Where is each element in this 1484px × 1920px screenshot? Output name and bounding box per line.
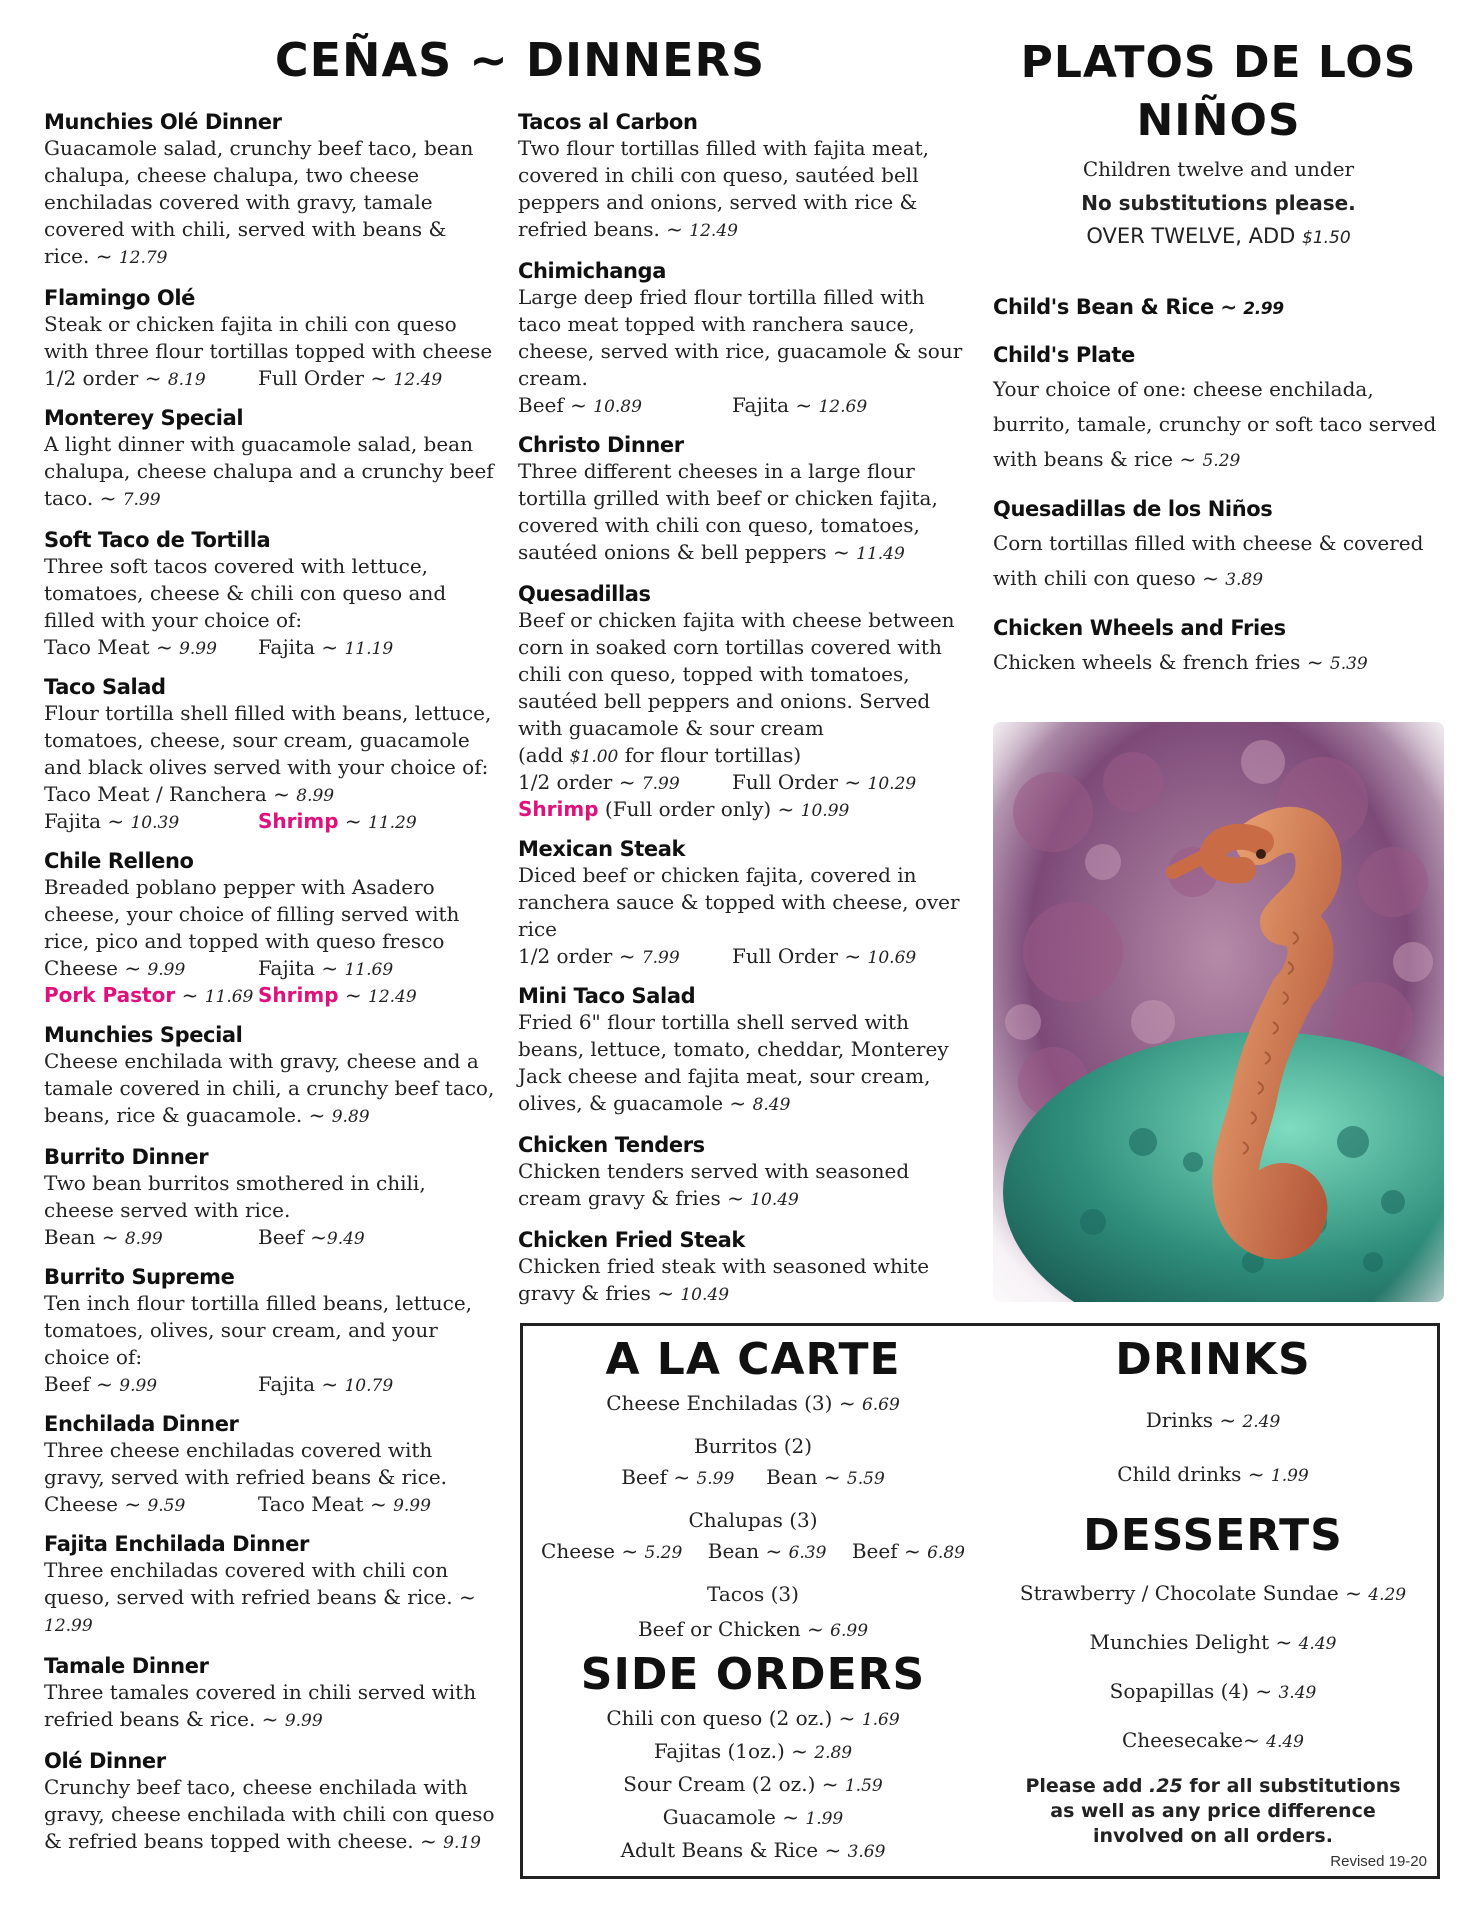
chalupas-bean-price: 6.39 <box>788 1543 827 1563</box>
kids-menu-item <box>993 497 1444 598</box>
price-row <box>518 742 970 769</box>
alacarte-burritos-label: Burritos (2) <box>693 1434 813 1458</box>
menu-item-description <box>518 1253 970 1309</box>
price-option-price: 11.69 <box>204 987 254 1007</box>
chalupas-cheese-price: 5.29 <box>644 1543 683 1563</box>
price-option-label: Fajita ~ <box>732 393 819 417</box>
price-option-price: 10.29 <box>867 774 917 794</box>
drink-item <box>993 1394 1433 1448</box>
menu-item <box>518 1228 970 1309</box>
dessert-item <box>993 1717 1433 1766</box>
note-line1-pre: Please add <box>1025 1775 1150 1797</box>
menu-item <box>44 286 496 392</box>
drink-item <box>993 1448 1433 1502</box>
seahorse-photo-icon <box>993 722 1444 1302</box>
price-option-separator: ~ <box>338 983 369 1007</box>
revised-label: Revised 19-20 <box>1330 1853 1427 1870</box>
side-item <box>533 1835 973 1868</box>
kids-section <box>993 34 1444 700</box>
chalupas-beef-price: 6.89 <box>927 1543 965 1563</box>
menu-item-description <box>44 1290 496 1371</box>
dessert-item-price: 4.49 <box>1266 1732 1304 1752</box>
menu-item <box>44 406 496 514</box>
kids-title-line1: PLATOS DE LOS <box>1020 37 1417 88</box>
side-item-price: 1.69 <box>861 1710 900 1730</box>
menu-item-name: Chicken Fried Steak <box>518 1228 745 1252</box>
price-option-label: Fajita ~ <box>258 1372 345 1396</box>
price-option <box>44 781 334 810</box>
price-option-price: 8.19 <box>167 370 206 390</box>
dessert-item-label: Strawberry / Chocolate Sundae ~ <box>1019 1581 1369 1605</box>
menu-item-price: 7.99 <box>122 490 161 510</box>
kids-over-twelve <box>993 220 1444 254</box>
side-item-price: 2.89 <box>814 1743 853 1763</box>
kids-item-description <box>993 645 1444 682</box>
dessert-item-label: Munchies Delight ~ <box>1089 1630 1299 1654</box>
menu-item-description-text: Fried 6" flour tortilla shell served with beans, lettuce, tomato, cheddar, Monterey Jack cheese and fajita meat, sour cream, olives, & guacamole ~ <box>518 1010 949 1115</box>
price-option-label: Full Order ~ <box>732 770 868 794</box>
price-option-price: 12.49 <box>393 370 443 390</box>
price-option-price: 9.99 <box>147 960 186 980</box>
menu-item <box>518 110 970 245</box>
drink-item-price: 2.49 <box>1242 1412 1281 1432</box>
menu-item <box>44 1412 496 1518</box>
menu-item <box>44 1145 496 1251</box>
price-option-price: 10.69 <box>867 948 917 968</box>
menu-item-description-text: Diced beef or chicken fajita, covered in ranchera sauce & topped with cheese, over rice <box>518 863 960 941</box>
menu-item-description-text: Steak or chicken fajita in chili con queso with three flour tortillas topped with cheese <box>44 312 493 363</box>
menu-item-description-text: Chicken fried steak with seasoned white gravy & fries ~ <box>518 1254 930 1305</box>
kids-item-name: Chicken Wheels and Fries <box>993 616 1286 640</box>
price-option-label: Pork Pastor <box>44 983 176 1007</box>
dessert-item-price: 3.49 <box>1278 1683 1317 1703</box>
menu-item-description <box>44 311 496 365</box>
price-option <box>732 392 867 421</box>
menu-item-name: Tamale Dinner <box>44 1654 209 1678</box>
menu-item <box>518 837 970 970</box>
price-option <box>518 392 642 421</box>
drink-item-price: 1.99 <box>1270 1466 1309 1486</box>
alacarte-chalupas-label: Chalupas (3) <box>688 1508 818 1532</box>
menu-item-description-text: Three cheese enchiladas covered with gravy, served with refried beans & rice. <box>44 1438 448 1489</box>
alacarte-enchiladas-price: 6.69 <box>861 1395 900 1415</box>
price-option-label: Fajita ~ <box>258 956 345 980</box>
burritos-bean-label: Bean ~ <box>766 1465 847 1489</box>
sides-list <box>533 1703 973 1868</box>
substitution-note <box>993 1774 1433 1849</box>
price-option-price: 11.19 <box>344 639 394 659</box>
menu-item-description-text: Beef or chicken fajita with cheese between corn in soaked corn tortillas covered with chili con queso, topped with tomatoes, sautéed bell peppers and onions. Served with guacamole & sour cream <box>518 608 955 740</box>
menu-item-description <box>44 1170 496 1224</box>
price-row <box>518 392 970 419</box>
menu-item-description <box>44 874 496 955</box>
price-option <box>44 1224 163 1253</box>
menu-item-price: 12.99 <box>44 1616 93 1636</box>
menu-item-description <box>44 553 496 634</box>
price-option <box>44 808 179 837</box>
price-row <box>44 781 496 808</box>
price-row <box>44 365 496 392</box>
kids-item-description-text: Your choice of one: cheese enchilada, burrito, tamale, crunchy or soft taco served with beans & rice ~ <box>993 377 1437 471</box>
kids-menu-item <box>993 343 1444 479</box>
menu-item-description-text: Three tamales covered in chili served with refried beans & rice. ~ <box>44 1680 477 1731</box>
price-option-separator: ~ <box>338 809 369 833</box>
note-line1 <box>993 1774 1433 1799</box>
menu-item-description-text: Ten inch flour tortilla filled beans, lettuce, tomatoes, olives, sour cream, and your choice of: <box>44 1291 473 1369</box>
price-option-label: Full Order ~ <box>732 944 868 968</box>
price-option-price: 10.39 <box>130 813 180 833</box>
menu-item <box>44 110 496 272</box>
menu-item-price: 12.79 <box>118 248 168 268</box>
menu-item-description <box>518 607 970 742</box>
tacos-line-price: 6.99 <box>830 1621 869 1641</box>
menu-item-name: Enchilada Dinner <box>44 1412 239 1436</box>
price-row <box>44 955 496 982</box>
menu-item-name: Burrito Dinner <box>44 1145 209 1169</box>
price-option-price: 9.59 <box>147 1496 186 1516</box>
price-option <box>518 796 849 825</box>
price-option <box>44 634 217 663</box>
price-option-price: 9.49 <box>326 1229 365 1249</box>
price-option-price: 9.99 <box>393 1496 431 1516</box>
menu-item-description <box>44 1437 496 1491</box>
price-option <box>44 1371 157 1400</box>
price-option <box>732 769 916 798</box>
menu-item <box>44 1023 496 1131</box>
price-option-label: 1/2 order ~ <box>518 770 642 794</box>
price-option-label: Fajita ~ <box>44 809 131 833</box>
chalupas-beef-label: Beef ~ <box>851 1539 928 1563</box>
alacarte-chalupas-prices <box>533 1536 973 1569</box>
burritos-bean-price: 5.59 <box>846 1469 885 1489</box>
menu-item <box>44 1654 496 1735</box>
menu-item-description-text: Three soft tacos covered with lettuce, tomatoes, cheese & chili con queso and filled with your choice of: <box>44 554 447 632</box>
price-option-price: 8.99 <box>124 1229 163 1249</box>
kids-item-price: 5.39 <box>1329 654 1368 674</box>
price-row <box>518 769 970 796</box>
price-option <box>44 982 253 1011</box>
menu-item-description-text: Large deep fried flour tortilla filled with taco meat topped with ranchera sauce, cheese, served with rice, guacamole & sour cream. <box>518 285 963 390</box>
menu-item <box>518 433 970 568</box>
side-item-label: Adult Beans & Rice ~ <box>620 1838 848 1862</box>
menu-item-name: Christo Dinner <box>518 433 684 457</box>
menu-item <box>44 849 496 1009</box>
drinks-desserts-section <box>993 1332 1433 1849</box>
dessert-item-label: Cheesecake~ <box>1121 1728 1267 1752</box>
dinners-middle-column <box>518 110 970 1323</box>
price-option <box>732 943 916 972</box>
kids-over-price: $1.50 <box>1302 228 1351 248</box>
kids-subtitle: Children twelve and under <box>1082 157 1355 181</box>
price-option <box>258 955 393 984</box>
menu-item-description-text: A light dinner with guacamole salad, bean chalupa, cheese chalupa and a crunchy beef taco. ~ <box>44 432 494 510</box>
menu-item-description <box>44 431 496 514</box>
menu-item-name: Chile Relleno <box>44 849 194 873</box>
menu-item <box>44 1749 496 1857</box>
price-option <box>258 1371 393 1400</box>
kids-item-name-line <box>993 497 1444 522</box>
chalupas-cheese-label: Cheese ~ <box>541 1539 645 1563</box>
menu-item-description-text: Cheese enchilada with gravy, cheese and a tamale covered in chili, a crunchy beef taco, beans, rice & guacamole. ~ <box>44 1049 495 1127</box>
price-option <box>258 1491 431 1520</box>
dessert-item-price: 4.49 <box>1298 1634 1337 1654</box>
price-option-label: Full Order ~ <box>258 366 394 390</box>
alacarte-enchiladas <box>533 1388 973 1421</box>
dinners-left-column <box>44 110 496 1871</box>
menu-item-name: Quesadillas <box>518 582 651 606</box>
price-option <box>44 955 185 984</box>
price-row <box>44 982 496 1009</box>
menu-item-name: Mini Taco Salad <box>518 984 696 1008</box>
kids-item-description-text: Chicken wheels & french fries ~ <box>993 650 1330 674</box>
price-option-label: Beef ~ <box>258 1225 327 1249</box>
chalupas-bean-label: Bean ~ <box>707 1539 789 1563</box>
side-item-label: Fajitas (1oz.) ~ <box>653 1739 815 1763</box>
menu-item-description <box>518 284 970 392</box>
menu-item-price: 11.49 <box>856 544 905 564</box>
kids-item-price: 5.29 <box>1202 451 1241 471</box>
price-row <box>518 943 970 970</box>
desserts-list <box>993 1570 1433 1766</box>
price-row <box>44 1371 496 1398</box>
menu-item-name: Tacos al Carbon <box>518 110 698 134</box>
price-option-after: for flour tortillas) <box>618 743 802 767</box>
price-option-label: 1/2 order ~ <box>44 366 168 390</box>
menu-item-price: 10.49 <box>680 1285 730 1305</box>
menu-item-description <box>518 1009 970 1119</box>
price-option-price: 11.69 <box>344 960 394 980</box>
note-line1-amount: .25 <box>1149 1775 1183 1797</box>
price-option-price: 7.99 <box>641 948 680 968</box>
menu-item-description-text: Flour tortilla shell filled with beans, lettuce, tomatoes, cheese, sour cream, guacamole and black olives served with your choice of: <box>44 701 492 779</box>
price-option-label: Taco Meat ~ <box>258 1492 394 1516</box>
note-line3: involved on all orders. <box>1093 1825 1333 1847</box>
side-item-price: 3.69 <box>847 1842 886 1862</box>
menu-item <box>44 528 496 661</box>
menu-item-price: 9.99 <box>284 1711 323 1731</box>
alacarte-burritos-prices <box>533 1462 973 1495</box>
menu-item <box>518 259 970 419</box>
menu-item-description-text: Three enchiladas covered with chili con queso, served with refried beans & rice. ~ <box>44 1558 476 1609</box>
menu-item-description <box>44 1557 496 1640</box>
menu-item-description <box>518 1158 970 1214</box>
drink-item-label: Child drinks ~ <box>1117 1462 1271 1486</box>
kids-item-price: 3.89 <box>1225 570 1264 590</box>
side-item-price: 1.99 <box>805 1809 844 1829</box>
price-option-label: 1/2 order ~ <box>518 944 642 968</box>
dinners-title: CEÑAS ~ DINNERS <box>274 33 766 87</box>
sides-title: SIDE ORDERS <box>580 1649 926 1700</box>
kids-item-name-line <box>993 290 1444 325</box>
price-row <box>44 808 496 835</box>
drinks-title: DRINKS <box>1115 1334 1311 1385</box>
kids-item-price: 2.99 <box>1243 299 1284 319</box>
side-item <box>533 1736 973 1769</box>
price-option-label: Beef ~ <box>44 1372 120 1396</box>
dessert-item <box>993 1668 1433 1717</box>
tacos-line-label: Beef or Chicken ~ <box>637 1617 831 1641</box>
dessert-item <box>993 1619 1433 1668</box>
menu-item <box>518 1133 970 1214</box>
drink-item-label: Drinks ~ <box>1145 1408 1243 1432</box>
kids-over-label: OVER TWELVE, ADD <box>1086 224 1302 248</box>
price-option-label: Cheese ~ <box>44 1492 148 1516</box>
menu-item-description <box>518 862 970 943</box>
burritos-beef-label: Beef ~ <box>621 1465 697 1489</box>
menu-item-name: Burrito Supreme <box>44 1265 235 1289</box>
kids-item-description-text: Corn tortillas filled with cheese & covered with chili con queso ~ <box>993 531 1424 590</box>
kids-item-name: Child's Bean & Rice <box>993 295 1214 319</box>
side-item <box>533 1802 973 1835</box>
menu-item-name: Chicken Tenders <box>518 1133 705 1157</box>
menu-item-description <box>44 1048 496 1131</box>
seahorse-photo <box>993 722 1444 1302</box>
menu-item <box>518 582 970 823</box>
kids-item-name: Child's Plate <box>993 343 1135 367</box>
price-option <box>258 365 442 394</box>
menu-item-description <box>518 135 970 245</box>
price-option-price: 9.99 <box>179 639 217 659</box>
note-line1-post: for all substitutions <box>1182 1775 1401 1797</box>
price-option-separator: ~ <box>175 983 205 1007</box>
kids-notice: No substitutions please. <box>1081 191 1356 215</box>
price-row <box>44 1491 496 1518</box>
menu-item-name: Soft Taco de Tortilla <box>44 528 271 552</box>
price-option-label: (add <box>518 743 570 767</box>
side-item <box>533 1703 973 1736</box>
price-option-price: 10.99 <box>800 801 850 821</box>
bottom-box <box>520 1323 1440 1879</box>
menu-item-description <box>44 135 496 272</box>
menu-item-name: Fajita Enchilada Dinner <box>44 1532 309 1556</box>
kids-item-description <box>993 526 1444 598</box>
price-option <box>258 808 417 837</box>
menu-item-name: Mexican Steak <box>518 837 686 861</box>
side-item-label: Chili con queso (2 oz.) ~ <box>606 1706 862 1730</box>
menu-item-description <box>44 1774 496 1857</box>
menu-item-description-text: Chicken tenders served with seasoned cream gravy & fries ~ <box>518 1159 910 1210</box>
kids-menu-item <box>993 290 1444 325</box>
menu-item-price: 12.49 <box>689 221 738 241</box>
kids-item-separator: ~ <box>1213 295 1244 319</box>
side-item <box>533 1769 973 1802</box>
menu-item-name: Monterey Special <box>44 406 244 430</box>
menu-item-description <box>518 458 970 568</box>
menu-item-description <box>44 1679 496 1735</box>
kids-item-description <box>993 372 1444 479</box>
menu-item <box>44 1265 496 1398</box>
menu-item-name: Flamingo Olé <box>44 286 196 310</box>
menu-item-price: 9.19 <box>443 1833 481 1853</box>
menu-item-name: Chimichanga <box>518 259 666 283</box>
price-option-label: Taco Meat ~ <box>44 635 180 659</box>
burritos-beef-price: 5.99 <box>696 1469 735 1489</box>
kids-items <box>993 290 1444 682</box>
kids-item-name-line <box>993 343 1444 368</box>
price-option-label: Bean ~ <box>44 1225 125 1249</box>
price-option-label: Fajita ~ <box>258 635 345 659</box>
kids-title-line2: NIÑOS <box>1136 95 1301 146</box>
alacarte-tacos-label: Tacos (3) <box>707 1582 799 1606</box>
note-line2: as well as any price difference <box>1050 1800 1376 1822</box>
side-item-price: 1.59 <box>844 1776 883 1796</box>
dessert-item-price: 4.29 <box>1368 1585 1407 1605</box>
price-option-price: 10.79 <box>344 1376 394 1396</box>
drinks-list <box>993 1394 1433 1502</box>
menu-item-description <box>44 700 496 781</box>
price-option-price: 9.99 <box>119 1376 158 1396</box>
menu-item <box>44 675 496 835</box>
price-option <box>44 1491 185 1520</box>
price-option <box>518 943 680 972</box>
price-option-label: Shrimp <box>258 983 339 1007</box>
price-option-price: $1.00 <box>569 747 619 767</box>
price-option <box>518 769 680 798</box>
menu-item-name: Munchies Olé Dinner <box>44 110 282 134</box>
price-option <box>44 365 206 394</box>
price-option <box>258 634 393 663</box>
alacarte-enchiladas-label: Cheese Enchiladas (3) ~ <box>606 1391 862 1415</box>
menu-item <box>518 984 970 1119</box>
dessert-item-label: Sopapillas (4) ~ <box>1109 1679 1279 1703</box>
alacarte-section <box>533 1332 973 1868</box>
menu-item-description-text: Guacamole salad, crunchy beef taco, bean chalupa, cheese chalupa, two cheese enchiladas covered with gravy, tamale covered with chili, served with beans & rice. ~ <box>44 136 474 268</box>
side-item-label: Sour Cream (2 oz.) ~ <box>623 1772 845 1796</box>
price-option-price: 8.99 <box>296 786 335 806</box>
desserts-title: DESSERTS <box>1083 1510 1343 1561</box>
price-option-price: 10.89 <box>593 397 642 417</box>
kids-item-name: Quesadillas de los Niños <box>993 497 1273 521</box>
price-option-label: Shrimp <box>258 809 339 833</box>
menu-item-description-text: Two flour tortillas filled with fajita meat, covered in chili con queso, sautéed bell peppers and onions, served with rice & refried beans. ~ <box>518 136 930 241</box>
menu-item-description-text: Crunchy beef taco, cheese enchilada with gravy, cheese enchilada with chili con queso & refried beans topped with cheese. ~ <box>44 1775 495 1853</box>
menu-item-name: Munchies Special <box>44 1023 243 1047</box>
price-row <box>44 634 496 661</box>
price-option-label: Beef ~ <box>518 393 594 417</box>
kids-menu-item <box>993 616 1444 682</box>
price-option-price: 11.29 <box>368 813 417 833</box>
side-item-label: Guacamole ~ <box>662 1805 806 1829</box>
menu-item-price: 9.89 <box>331 1107 370 1127</box>
menu-item-description-text: Two bean burritos smothered in chili, cheese served with rice. <box>44 1171 426 1222</box>
menu-item-name: Olé Dinner <box>44 1749 166 1773</box>
price-option-separator: (Full order only) ~ <box>598 797 801 821</box>
menu-item-name: Taco Salad <box>44 675 166 699</box>
price-row <box>44 1224 496 1251</box>
menu-item <box>44 1532 496 1640</box>
alacarte-title: A LA CARTE <box>605 1334 901 1385</box>
price-row <box>518 796 970 823</box>
price-option <box>258 1224 365 1253</box>
price-option <box>258 982 417 1011</box>
price-option-price: 12.69 <box>818 397 868 417</box>
menu-item-description-text: Three different cheeses in a large flour tortilla grilled with beef or chicken fajita, covered with chili con queso, tomatoes, sautéed onions & bell peppers ~ <box>518 459 938 564</box>
menu-item-price: 10.49 <box>750 1190 799 1210</box>
menu-item-description-text: Breaded poblano pepper with Asadero cheese, your choice of filling served with rice, pico and topped with queso fresco <box>44 875 460 953</box>
dessert-item <box>993 1570 1433 1619</box>
alacarte-tacos-line <box>533 1614 973 1647</box>
price-option-price: 12.49 <box>368 987 417 1007</box>
price-option-label: Taco Meat / Ranchera ~ <box>44 782 297 806</box>
price-option-label: Shrimp <box>518 797 599 821</box>
kids-item-name-line <box>993 616 1444 641</box>
menu-item-price: 8.49 <box>752 1095 791 1115</box>
price-option-price: 7.99 <box>641 774 680 794</box>
price-option <box>518 742 801 771</box>
price-option-label: Cheese ~ <box>44 956 148 980</box>
